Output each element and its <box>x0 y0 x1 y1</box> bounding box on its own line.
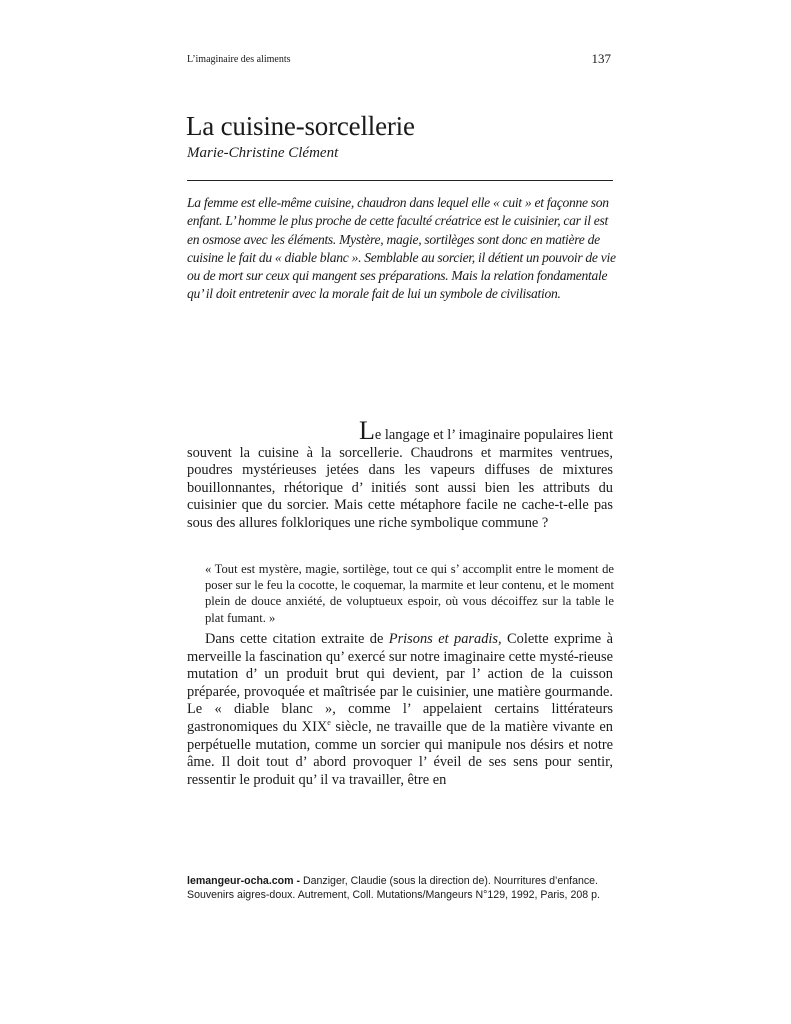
article-title: La cuisine-sorcellerie <box>186 111 415 141</box>
drop-cap: L <box>359 416 375 445</box>
article-author: Marie-Christine Clément <box>187 145 339 161</box>
century-superscript: e <box>327 718 331 728</box>
title-divider <box>187 180 613 181</box>
cited-work-title: Prisons et paradis, <box>388 631 502 647</box>
paragraph-2-text: Colette exprime à merveille la fascination qu’ exercé sur notre imaginaire cette mysté-rieuse mutation d’ un produit brut qui devient, par l’ action de la cuisson préparée, provoquée et maîtrisée par le cuisinier, une matière gourmande. Le « diable blanc », comme l’ appelaient certains littérateurs gastronomiques du XIX <box>187 631 613 735</box>
running-header <box>187 51 613 66</box>
block-quote: « Tout est mystère, magie, sortilège, tout ce qui s’ accomplit entre le moment de poser sur le feu la cocotte, le coquemar, la marmite et leur contenu, et le moment plein de douce anxiété, de voluptueux espoir, où vous décoiffez sur la table le plat fumant. » <box>205 562 614 625</box>
body-paragraph-2 <box>187 631 613 789</box>
paragraph-2-intro: Dans cette citation extraite de <box>205 631 389 647</box>
page-number: 137 <box>591 51 611 66</box>
footer-citation <box>187 874 617 902</box>
paragraph-2-continued: siècle, ne travaille que de la matière vivante en perpétuelle mutation, comme un sorcier qui manipule nos désirs et notre âme. Il doit tout d’ abord provoquer l’ éveil de ses sens pour sentir, ressentir le produit qu’ il va travailler, être en <box>187 718 613 788</box>
paragraph-1-text: e langage et l’ imaginaire populaires lient souvent la cuisine à la sorcellerie. Chaudrons et marmites ventrues, poudres mystérieuses jetées dans les vapeurs diffuses de mixtures bouillonnantes, rhétorique d’ initiés sont aussi bien les attributs du cuisinier que du sorcier. Mais cette métaphore facile ne cache-t-elle pas sous des allures folkloriques une riche symbolique commune ? <box>187 427 613 531</box>
running-title: L’imaginaire des aliments <box>187 54 291 65</box>
footer-site-link[interactable]: lemangeur-ocha.com - <box>187 875 301 887</box>
body-paragraph-1 <box>187 416 613 533</box>
footer-reference: Danziger, Claudie (sous la direction de). Nourritures d’enfance. Souvenirs aigres-doux. Autrement, Coll. Mutations/Mangeurs N°129, 1992, Paris, 208 p. <box>187 875 600 901</box>
article-abstract: La femme est elle-même cuisine, chaudron dans lequel elle « cuit » et façonne son enfant. L’ homme le plus proche de cette faculté créatrice est le cuisinier, car il est en osmose avec les éléments. Mystère, magie, sortilèges sont donc en matière de cuisine le fait du « diable blanc ». Semblable au sorcier, il détient un pouvoir de vie ou de mort sur ceux qui mangent ses préparations. Mais la relation fondamentale qu’ il doit entretenir avec la morale fait de lui un symbole de civilisation. <box>187 195 616 302</box>
